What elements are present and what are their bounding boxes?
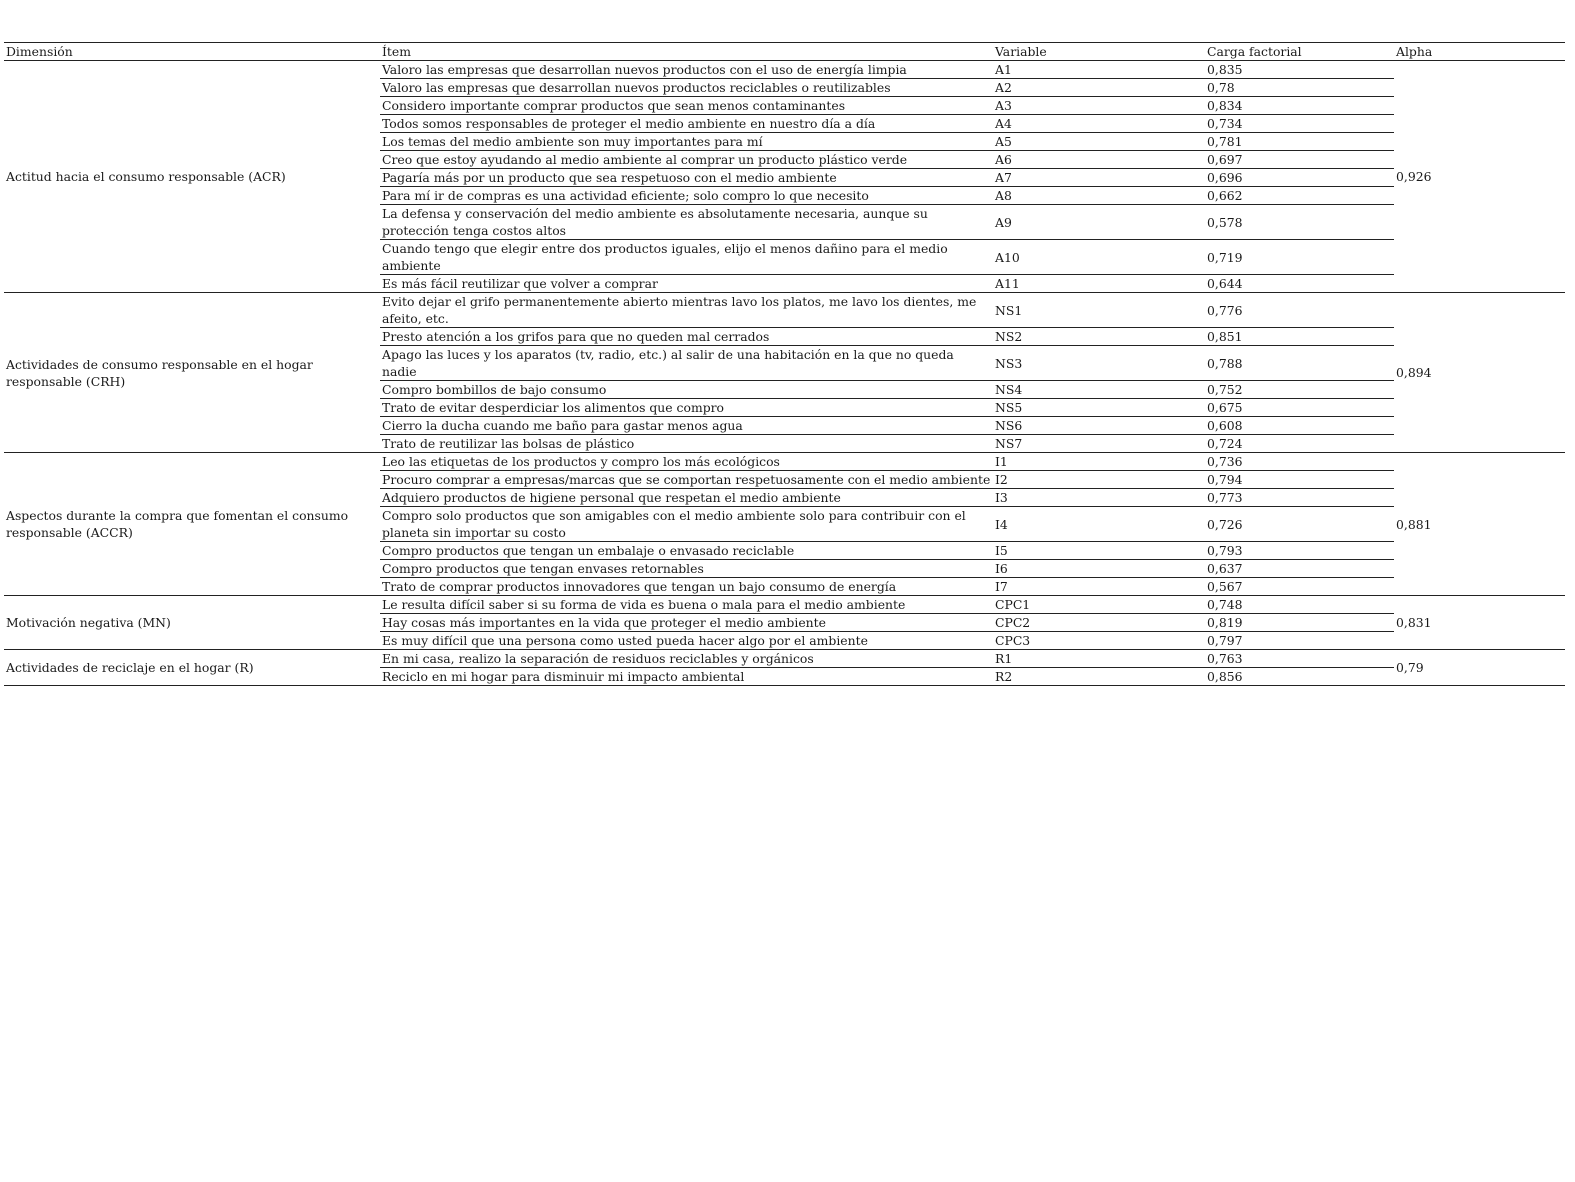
item-cell: Le resulta difícil saber si su forma de vida es buena o mala para el medio ambiente [380,596,993,614]
variable-cell: A6 [993,151,1205,169]
item-cell: Evito dejar el grifo permanentemente abierto mientras lavo los platos, me lavo los dientes, me afeito, etc. [380,293,993,328]
variable-cell: A8 [993,187,1205,205]
variable-cell: NS2 [993,328,1205,346]
variable-cell: A11 [993,275,1205,293]
dimension-cell: Actividades de consumo responsable en el hogar responsable (CRH) [4,293,380,453]
loading-cell: 0,773 [1205,489,1394,507]
table-row [4,650,1565,668]
variable-cell: I7 [993,578,1205,596]
header-row [4,43,1565,61]
loading-cell: 0,736 [1205,453,1394,471]
item-cell: Cierro la ducha cuando me baño para gastar menos agua [380,417,993,435]
header-alpha: Alpha [1394,43,1565,61]
loading-cell: 0,763 [1205,650,1394,668]
item-cell: Trato de comprar productos innovadores que tengan un bajo consumo de energía [380,578,993,596]
item-cell: Adquiero productos de higiene personal que respetan el medio ambiente [380,489,993,507]
header-variable: Variable [993,43,1205,61]
factor-loading-table [4,42,1565,686]
variable-cell: A2 [993,79,1205,97]
item-cell: Reciclo en mi hogar para disminuir mi impacto ambiental [380,668,993,686]
variable-cell: NS6 [993,417,1205,435]
item-cell: Compro productos que tengan un embalaje o envasado reciclable [380,542,993,560]
loading-cell: 0,752 [1205,381,1394,399]
variable-cell: I5 [993,542,1205,560]
variable-cell: CPC1 [993,596,1205,614]
item-cell: Valoro las empresas que desarrollan nuevos productos reciclables o reutilizables [380,79,993,97]
variable-cell: NS4 [993,381,1205,399]
dimension-cell: Actitud hacia el consumo responsable (ACR) [4,61,380,293]
variable-cell: A7 [993,169,1205,187]
loading-cell: 0,788 [1205,346,1394,381]
loading-cell: 0,719 [1205,240,1394,275]
table-header [4,43,1565,61]
variable-cell: A10 [993,240,1205,275]
header-dimension: Dimensión [4,43,380,61]
variable-cell: R2 [993,668,1205,686]
header-loading: Carga factorial [1205,43,1394,61]
loading-cell: 0,834 [1205,97,1394,115]
variable-cell: A4 [993,115,1205,133]
variable-cell: NS3 [993,346,1205,381]
item-cell: Para mí ir de compras es una actividad eficiente; solo compro lo que necesito [380,187,993,205]
loading-cell: 0,608 [1205,417,1394,435]
table-body [4,61,1565,686]
item-cell: Compro productos que tengan envases retornables [380,560,993,578]
item-cell: Creo que estoy ayudando al medio ambiente al comprar un producto plástico verde [380,151,993,169]
item-cell: Es más fácil reutilizar que volver a comprar [380,275,993,293]
factor-loading-table-container [4,42,1565,686]
alpha-cell: 0,881 [1394,453,1565,596]
variable-cell: A5 [993,133,1205,151]
item-cell: Es muy difícil que una persona como usted pueda hacer algo por el ambiente [380,632,993,650]
variable-cell: CPC2 [993,614,1205,632]
variable-cell: CPC3 [993,632,1205,650]
item-cell: Presto atención a los grifos para que no queden mal cerrados [380,328,993,346]
variable-cell: I1 [993,453,1205,471]
loading-cell: 0,78 [1205,79,1394,97]
loading-cell: 0,776 [1205,293,1394,328]
loading-cell: 0,794 [1205,471,1394,489]
loading-cell: 0,726 [1205,507,1394,542]
loading-cell: 0,851 [1205,328,1394,346]
loading-cell: 0,662 [1205,187,1394,205]
variable-cell: A3 [993,97,1205,115]
item-cell: Compro bombillos de bajo consumo [380,381,993,399]
loading-cell: 0,781 [1205,133,1394,151]
variable-cell: I3 [993,489,1205,507]
item-cell: En mi casa, realizo la separación de residuos reciclables y orgánicos [380,650,993,668]
dimension-cell: Actividades de reciclaje en el hogar (R) [4,650,380,686]
loading-cell: 0,724 [1205,435,1394,453]
loading-cell: 0,637 [1205,560,1394,578]
item-cell: Trato de evitar desperdiciar los alimentos que compro [380,399,993,417]
loading-cell: 0,675 [1205,399,1394,417]
loading-cell: 0,644 [1205,275,1394,293]
item-cell: Valoro las empresas que desarrollan nuevos productos con el uso de energía limpia [380,61,993,79]
loading-cell: 0,748 [1205,596,1394,614]
loading-cell: 0,819 [1205,614,1394,632]
variable-cell: NS1 [993,293,1205,328]
alpha-cell: 0,894 [1394,293,1565,453]
item-cell: Cuando tengo que elegir entre dos productos iguales, elijo el menos dañino para el medio ambiente [380,240,993,275]
item-cell: Trato de reutilizar las bolsas de plástico [380,435,993,453]
table-row [4,293,1565,328]
item-cell: La defensa y conservación del medio ambiente es absolutamente necesaria, aunque su protección tenga costos altos [380,205,993,240]
loading-cell: 0,793 [1205,542,1394,560]
item-cell: Hay cosas más importantes en la vida que proteger el medio ambiente [380,614,993,632]
item-cell: Considero importante comprar productos que sean menos contaminantes [380,97,993,115]
loading-cell: 0,696 [1205,169,1394,187]
item-cell: Los temas del medio ambiente son muy importantes para mí [380,133,993,151]
variable-cell: I6 [993,560,1205,578]
loading-cell: 0,856 [1205,668,1394,686]
item-cell: Apago las luces y los aparatos (tv, radio, etc.) al salir de una habitación en la que no queda nadie [380,346,993,381]
loading-cell: 0,797 [1205,632,1394,650]
item-cell: Compro solo productos que son amigables con el medio ambiente solo para contribuir con el planeta sin importar su costo [380,507,993,542]
variable-cell: R1 [993,650,1205,668]
loading-cell: 0,578 [1205,205,1394,240]
variable-cell: I2 [993,471,1205,489]
item-cell: Pagaría más por un producto que sea respetuoso con el medio ambiente [380,169,993,187]
variable-cell: I4 [993,507,1205,542]
header-item: Ítem [380,43,993,61]
table-row [4,596,1565,614]
dimension-cell: Aspectos durante la compra que fomentan el consumo responsable (ACCR) [4,453,380,596]
alpha-cell: 0,926 [1394,61,1565,293]
variable-cell: NS7 [993,435,1205,453]
alpha-cell: 0,79 [1394,650,1565,686]
dimension-cell: Motivación negativa (MN) [4,596,380,650]
table-row [4,61,1565,79]
loading-cell: 0,567 [1205,578,1394,596]
table-row [4,453,1565,471]
variable-cell: A1 [993,61,1205,79]
loading-cell: 0,734 [1205,115,1394,133]
variable-cell: A9 [993,205,1205,240]
item-cell: Procuro comprar a empresas/marcas que se comportan respetuosamente con el medio ambiente [380,471,993,489]
loading-cell: 0,697 [1205,151,1394,169]
variable-cell: NS5 [993,399,1205,417]
item-cell: Leo las etiquetas de los productos y compro los más ecológicos [380,453,993,471]
alpha-cell: 0,831 [1394,596,1565,650]
loading-cell: 0,835 [1205,61,1394,79]
item-cell: Todos somos responsables de proteger el medio ambiente en nuestro día a día [380,115,993,133]
